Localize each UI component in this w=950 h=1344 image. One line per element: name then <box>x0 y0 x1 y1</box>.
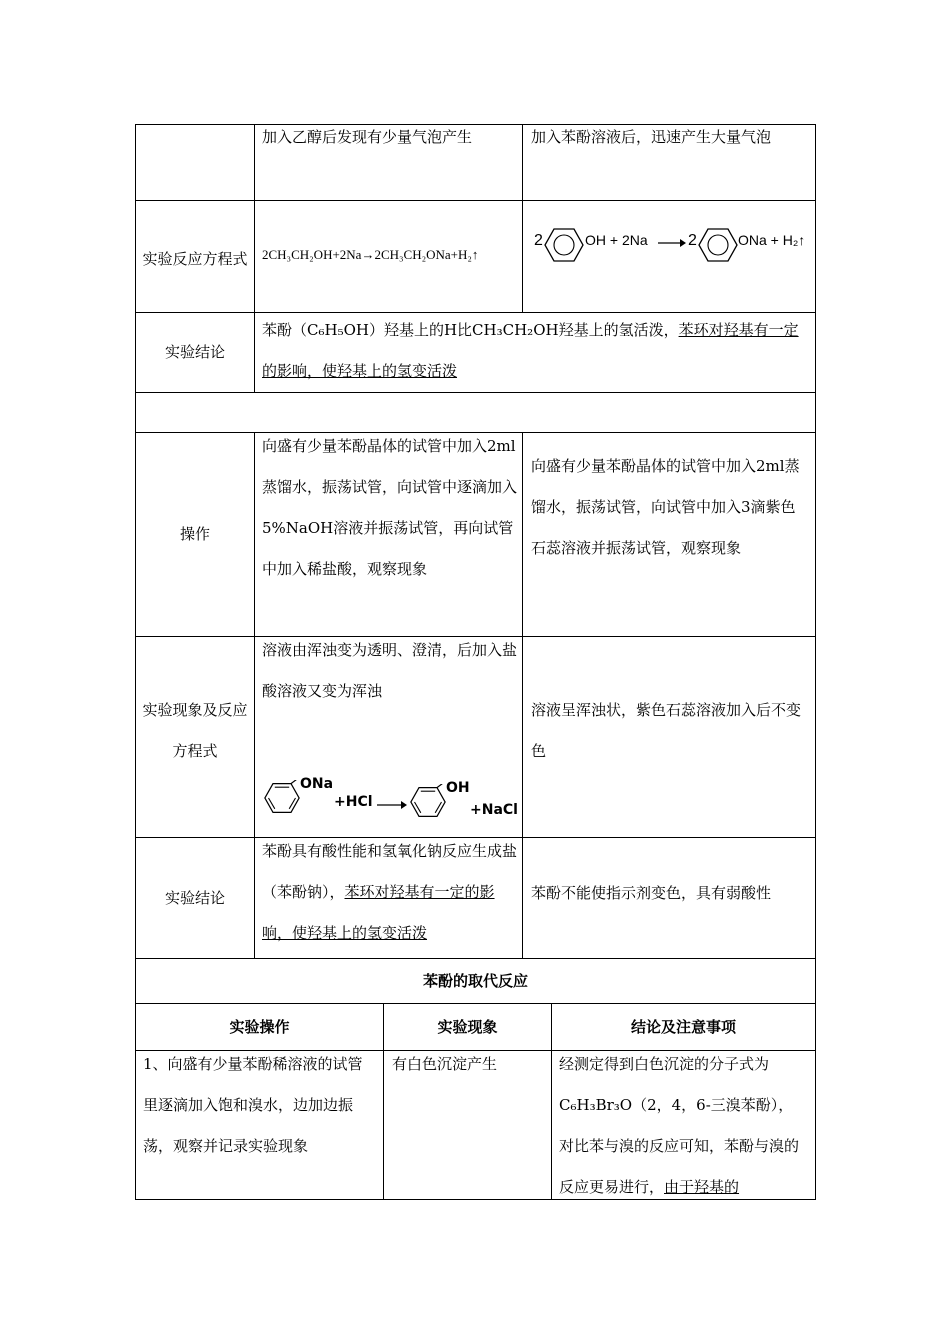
rule <box>135 392 816 393</box>
conclusion-label: 实验结论 <box>164 343 225 361</box>
rule <box>522 124 523 312</box>
benzene-ring-icon <box>698 225 738 265</box>
conclusion-acidity <box>262 831 518 954</box>
phenomenon-litmus: 溶液呈浑浊状，紫色石蕊溶液加入后不变色 <box>531 701 802 760</box>
phenol-observation: 加入苯酚溶液后，迅速产生大量气泡 <box>531 128 772 146</box>
conclusion-plain: 苯酚（C₆H₅OH）羟基上的H比CH₃CH₂OH羟基上的氢活泼， <box>262 321 679 339</box>
hydroxyl-sodium-text: OH + 2Na <box>585 232 648 248</box>
header-phenomenon: 实验现象 <box>437 1017 498 1036</box>
substitution-conclusion <box>559 1044 805 1208</box>
ethanol-observation: 加入乙醇后发现有少量气泡产生 <box>262 128 473 146</box>
conclusion-underlined: 苯环对羟基有一定的影响，使羟基上的氢变活泼 <box>262 321 799 380</box>
rule <box>522 432 523 958</box>
oh-group: OH <box>446 780 470 796</box>
hcl-reagent: +HCl <box>334 794 373 810</box>
reaction-arrow-icon <box>658 238 686 248</box>
substitution-phenomenon: 有白色沉淀产生 <box>392 1055 498 1073</box>
sodium-phenoxide-text: ONa + H₂↑ <box>738 232 806 248</box>
rule <box>254 124 255 392</box>
conclusion-label: 实验结论 <box>164 888 225 907</box>
rule <box>135 200 816 201</box>
conclusion-text <box>262 310 810 392</box>
operation-litmus: 向盛有少量苯酚晶体的试管中加入2ml蒸馏水，振荡试管，向试管中加入3滴紫色石蕊溶液并振荡试管，观察现象 <box>531 457 800 557</box>
equation-row-label: 实验反应方程式 <box>142 249 248 268</box>
conclusion-plain: 苯酚具有酸性能和氢氧化钠反应生成盐（苯酚钠）， <box>262 842 518 901</box>
conclusion-plain: 经测定得到白色沉淀的分子式为C₆H₃Br₃O（2，4，6-三溴苯酚），对比苯与溴的反应可知，苯酚与溴的反应更易进行， <box>559 1055 800 1196</box>
reaction-arrow-icon <box>377 800 407 810</box>
ona-group: ONa <box>300 776 334 792</box>
phenomenon-label: 实验现象及反应方程式 <box>142 701 248 760</box>
conclusion-weak-acid: 苯酚不能使指示剂变色，具有弱酸性 <box>531 884 772 902</box>
nacl-product: +NaCl <box>470 802 518 818</box>
substitution-operation: 1、向盛有少量苯酚稀溶液的试管里逐滴加入饱和溴水，边加边振荡，观察并记录实验现象 <box>143 1055 363 1155</box>
coefficient: 2 <box>534 232 543 249</box>
operation-naoh: 向盛有少量苯酚晶体的试管中加入2ml蒸馏水，振荡试管，向试管中逐滴加入5%NaOH溶液并振荡试管，再向试管中加入稀盐酸，观察现象 <box>262 437 518 578</box>
operation-label: 操作 <box>179 525 210 543</box>
phenoxide-hcl-equation <box>262 776 520 826</box>
conclusion-underlined: 苯环对羟基有一定的影响，使羟基上的氢变活泼 <box>262 883 495 942</box>
benzene-ring-icon <box>264 780 300 816</box>
phenomenon-naoh: 溶液由浑浊变为透明、澄清，后加入盐酸溶液又变为浑浊 <box>262 641 518 700</box>
phenol-sodium-equation <box>530 222 815 268</box>
section-title: 苯酚的取代反应 <box>422 971 528 990</box>
rule <box>254 432 255 958</box>
benzene-ring-icon <box>410 784 446 820</box>
header-conclusion: 结论及注意事项 <box>630 1017 736 1036</box>
header-operation: 实验操作 <box>229 1017 290 1036</box>
coefficient: 2 <box>688 232 697 249</box>
ethanol-sodium-equation: 2CH₃CH₂OH+2Na→2CH₃CH₂ONa+H₂↑ <box>262 247 479 262</box>
conclusion-underlined: 由于羟基的 <box>664 1178 740 1196</box>
benzene-ring-icon <box>544 225 584 265</box>
rule <box>815 124 816 1200</box>
